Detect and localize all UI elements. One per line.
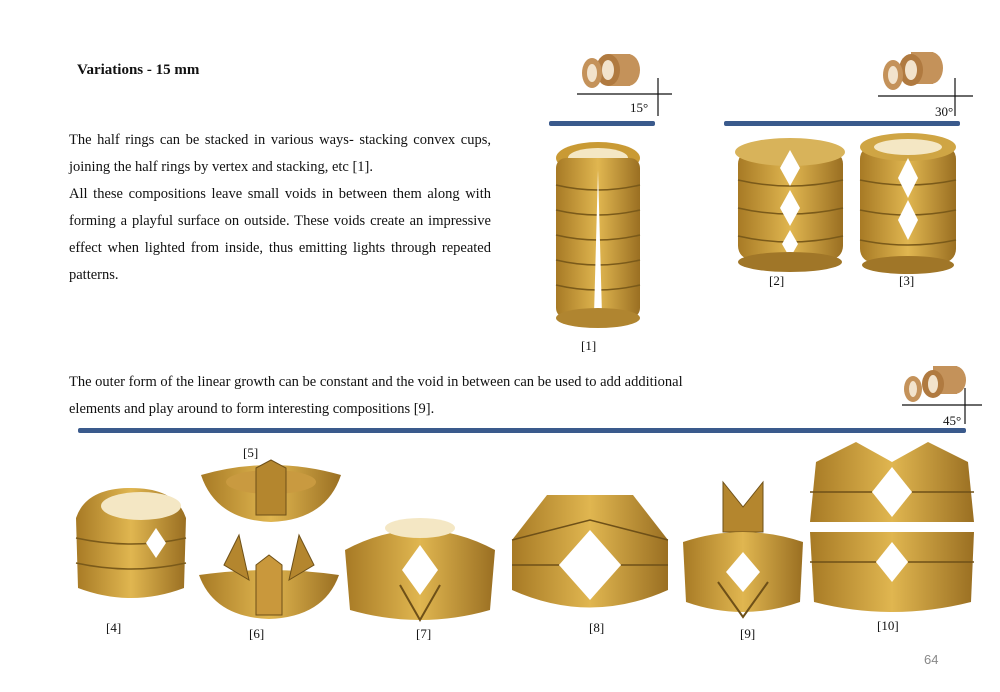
tube-icon <box>883 52 943 90</box>
figure-label-1: [1] <box>581 338 597 353</box>
growth-paragraph <box>69 369 689 423</box>
figure-label-7: [7] <box>416 626 432 641</box>
page-number: 64 <box>924 652 939 667</box>
figure-label-4: [4] <box>106 620 122 635</box>
photo-10-stack <box>806 442 978 617</box>
intro-paragraph <box>69 127 491 289</box>
section-heading: Variations - 15 mm <box>77 62 200 78</box>
tube-icon <box>904 366 966 402</box>
photo-6-bowl <box>194 535 344 620</box>
photo-1-column <box>548 140 648 330</box>
photo-8-stack <box>507 490 673 620</box>
tube-icon <box>582 54 640 88</box>
figure-label-5: [5] <box>243 445 259 460</box>
paragraph-line-1: The half rings can be stacked in various ways- stacking convex cups, joining the half rings by vertex and stacking, etc [1]. <box>69 132 491 175</box>
growth-text: The outer form of the linear growth can be constant and the void in between can be used to add additional elements and play around to form interesting compositions [9]. <box>69 374 683 417</box>
rule-15 <box>549 121 655 126</box>
tube-45-diagram <box>897 362 987 422</box>
figure-label-10: [10] <box>877 618 899 633</box>
figure-label-8: [8] <box>589 620 605 635</box>
figure-label-2: [2] <box>769 273 785 288</box>
tube-15-diagram <box>572 48 672 118</box>
photo-5-bowl <box>196 460 346 525</box>
photo-2-stack <box>728 130 853 280</box>
figure-label-9: [9] <box>740 626 756 641</box>
angle-15-label: 15° <box>630 100 649 115</box>
photo-7-stack <box>340 510 500 625</box>
tube-30-diagram <box>873 48 973 118</box>
figure-label-6: [6] <box>249 626 265 641</box>
rule-30 <box>724 121 960 126</box>
angle-30-label: 30° <box>935 104 954 119</box>
paragraph-line-2: All these compositions leave small voids in between them along with forming a playful surface on outside. These voids create an impressive effect when lighted from inside, thus emitting lights through repeated patterns. <box>69 186 491 283</box>
photo-4-stack <box>66 478 196 608</box>
angle-45-label: 45° <box>943 413 962 428</box>
figure-label-3: [3] <box>899 273 915 288</box>
photo-3-stack <box>856 130 961 280</box>
photo-9-stack <box>678 482 808 620</box>
rule-45 <box>78 428 966 433</box>
